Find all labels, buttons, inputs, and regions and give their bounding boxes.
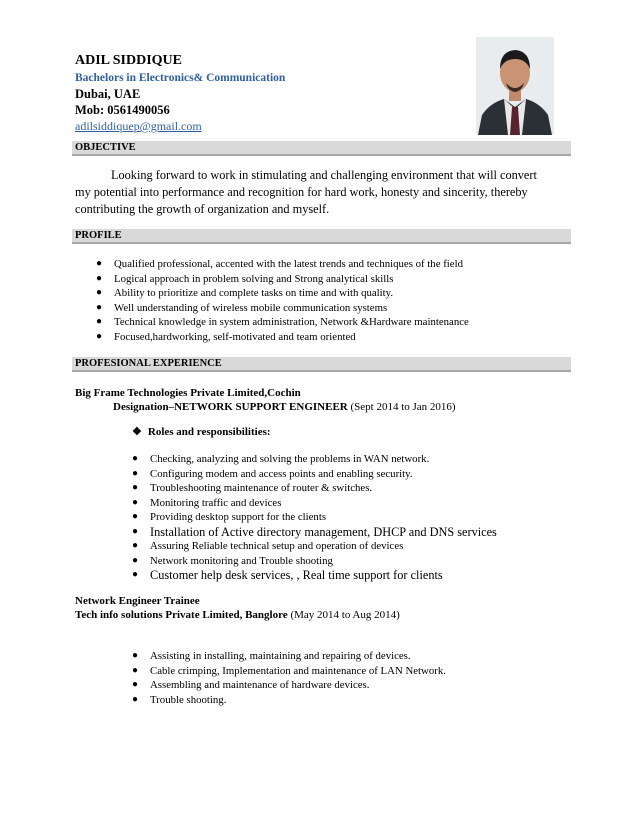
list-item: ● Providing desktop support for the clients <box>132 511 327 523</box>
list-item: ● Troubleshooting maintenance of router & switches. <box>132 482 373 494</box>
job2-duties-list <box>132 649 446 707</box>
list-item: ● Network monitoring and Trouble shooting <box>132 554 333 567</box>
job1-period: (Sept 2014 to Jan 2016) <box>347 401 456 413</box>
list-item: ● Technical knowledge in system administration, Network &Hardware maintenance <box>96 316 469 328</box>
section-bar-objective: OBJECTIVE <box>72 141 571 156</box>
list-item: ● Assembling and maintenance of hardware devices. <box>132 679 370 691</box>
job1-designation: Designation–NETWORK SUPPORT ENGINEER <box>113 401 348 413</box>
list-item: ● Assuring Reliable technical setup and operation of devices <box>132 540 404 552</box>
list-item: ● Checking, analyzing and solving the problems in WAN network. <box>132 453 430 465</box>
list-item: ● Logical approach in problem solving and Strong analytical skills <box>96 272 394 285</box>
list-item: ● Well understanding of wireless mobile communication systems <box>96 301 388 314</box>
objective-paragraph <box>75 167 550 218</box>
job2-company: Tech info solutions Private Limited, Banglore <box>75 609 288 621</box>
list-item: ● Customer help desk services, , Real time support for clients <box>132 568 443 582</box>
objective-text: Looking forward to work in stimulating and challenging environment that will convert my potential into performance and recognition for hard work, honesty and sincerity, thereby contributing the growth of organization and myself. <box>75 168 537 216</box>
job2-company-line <box>75 608 400 623</box>
section-bar-experience: PROFESIONAL EXPERIENCE <box>72 357 571 372</box>
list-item: ● Configuring modem and access points and enabling security. <box>132 467 413 480</box>
section-bar-profile: PROFILE <box>72 229 571 244</box>
job2-period: (May 2014 to Aug 2014) <box>287 609 400 621</box>
mobile-number: Mob: 0561490056 <box>75 103 170 117</box>
contact-header <box>75 52 495 135</box>
list-item: ● Qualified professional, accented with the latest trends and techniques of the field <box>96 258 463 270</box>
list-item: ● Trouble shooting. <box>132 693 227 706</box>
location: Dubai, UAE <box>75 87 141 101</box>
job1-company: Big Frame Technologies Private Limited,Cochin <box>75 387 301 399</box>
job2-title: Network Engineer Trainee <box>75 595 200 607</box>
list-item: ● Installation of Active directory management, DHCP and DNS services <box>132 524 497 539</box>
list-item: ● Cable crimping, Implementation and maintenance of LAN Network. <box>132 664 446 677</box>
candidate-name: ADIL SIDDIQUE <box>75 53 182 68</box>
list-item: ● Ability to prioritize and complete tasks on time and with quality. <box>96 287 394 299</box>
list-item: ● Assisting in installing, maintaining and repairing of devices. <box>132 650 411 662</box>
roles-heading: ❖ Roles and responsibilities: <box>132 426 271 438</box>
job1-designation-line <box>113 400 456 415</box>
job1-duties-list <box>132 452 497 583</box>
list-item: ● Monitoring traffic and devices <box>132 496 282 509</box>
email-link[interactable]: adilsiddiquep@gmail.com <box>75 119 202 133</box>
profile-list <box>96 257 469 344</box>
diamond-bullet-icon: ❖ <box>132 426 142 438</box>
list-item: ● Focused,hardworking, self-motivated and team oriented <box>96 330 356 343</box>
portrait-image <box>476 37 554 135</box>
degree: Bachelors in Electronics& Communication <box>75 72 286 84</box>
profile-photo <box>476 37 554 135</box>
